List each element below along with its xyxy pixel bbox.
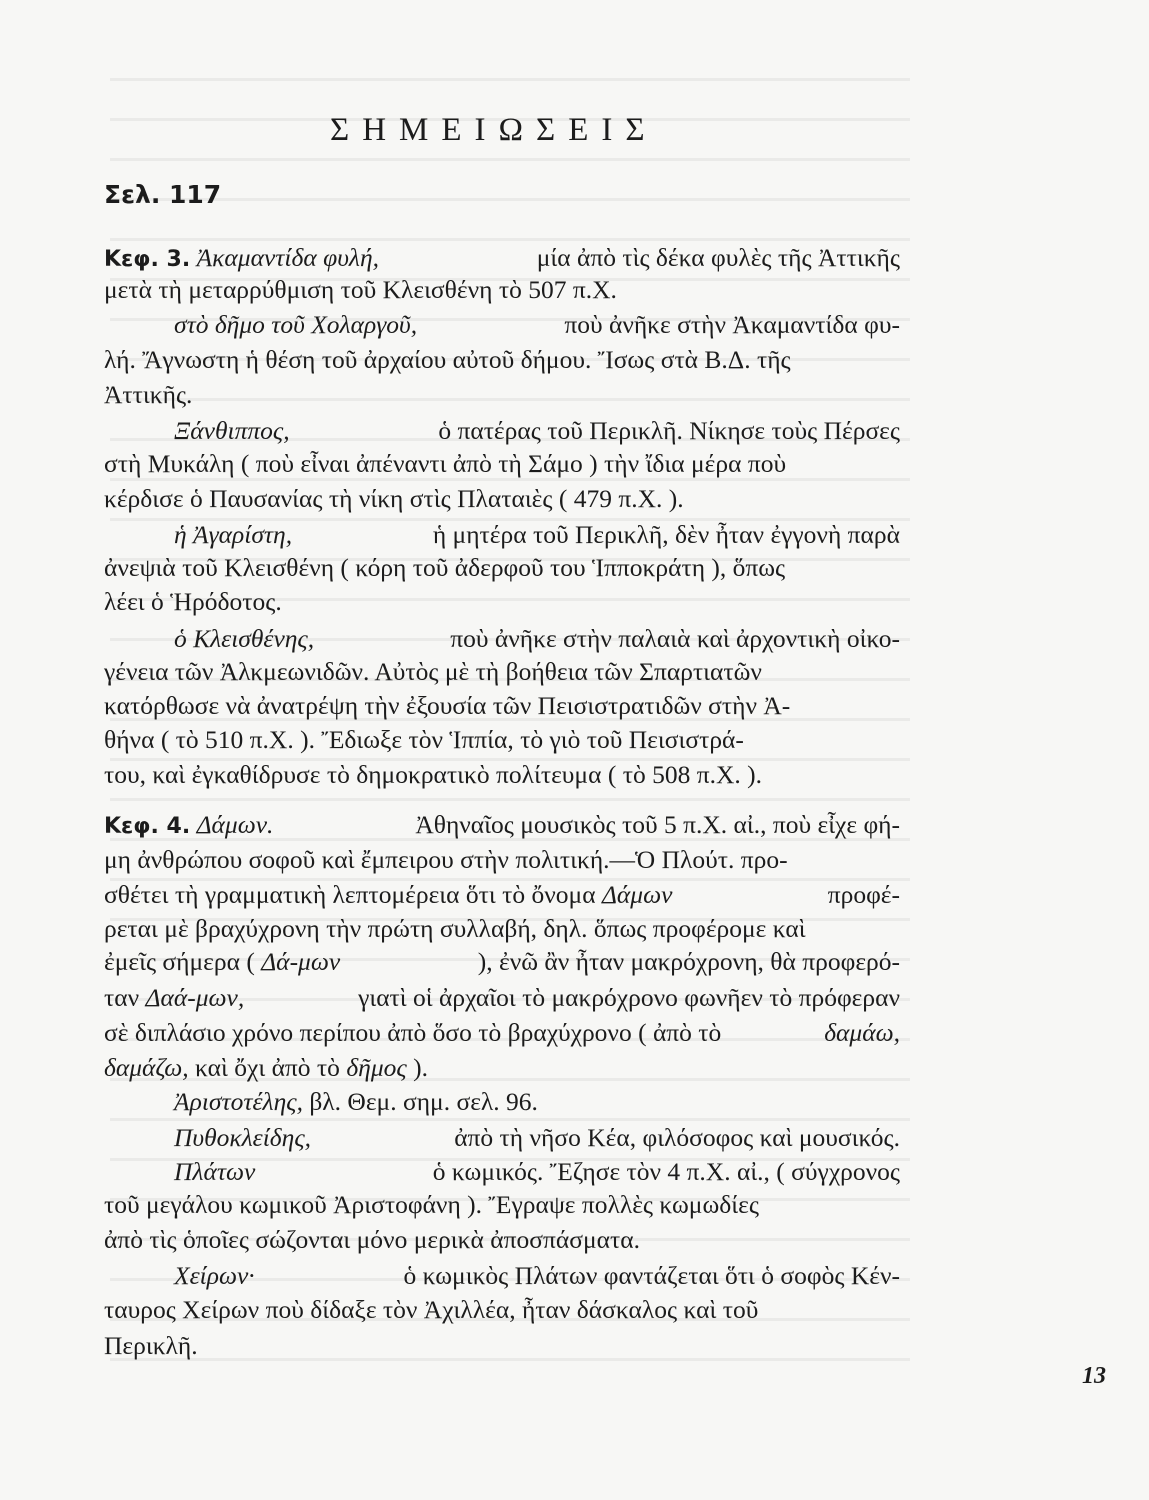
- text-line: Ἀριστοτέλης, βλ. Θεμ. σημ. σελ. 96.: [174, 1087, 538, 1116]
- text-line: κατόρθωσε νὰ ἀνατρέψη τὴν ἐξουσία τῶν Πεισιστρατιδῶν στὴν Ἀ-: [104, 691, 791, 720]
- text-line: Περικλῆ.: [104, 1331, 198, 1360]
- term: Ξάνθιππος,: [174, 416, 290, 445]
- term: Δάμων.: [196, 810, 274, 839]
- text-line: λέει ὁ Ἡρόδοτος.: [104, 587, 282, 616]
- text-line: ὁ Κλεισθένης, ποὺ ἀνῆκε στὴν παλαιὰ καὶ ἀρχοντικὴ οἰκο-: [104, 621, 900, 657]
- text-line: ἐμεῖς σήμερα ( Δά-μων ), ἐνῶ ἂν ἦταν μακρόχρονη, θὰ προφερό-: [104, 947, 900, 976]
- text-line: θήνα ( τὸ 510 π.Χ. ). Ἔδιωξε τὸν Ἱππία, τὸ γιὸ τοῦ Πεισιστρά-: [104, 725, 744, 754]
- text-line: λή. Ἄγνωστη ἡ θέση τοῦ ἀρχαίου αὐτοῦ δήμου. Ἴσως στὰ Β.Δ. τῆς: [104, 345, 791, 374]
- term: δῆμος: [346, 1053, 407, 1082]
- text-line: γένεια τῶν Ἀλκμεωνιδῶν. Αὐτὸς μὲ τὴ βοήθεια τῶν Σπαρτιατῶν: [104, 657, 762, 686]
- text-line: στὸ δῆμο τοῦ Χολαργοῦ, ποὺ ἀνῆκε στὴν Ἀκαμαντίδα φυ-: [104, 307, 900, 343]
- term: Ἀκαμαντίδα φυλή,: [196, 243, 379, 272]
- text-line: ταυρος Χείρων ποὺ δίδαξε τὸν Ἀχιλλέα, ἦταν δάσκαλος καὶ τοῦ: [104, 1295, 759, 1324]
- text-line: σὲ διπλάσιο χρόνο περίπου ἀπὸ ὅσο τὸ βραχύχρονο ( ἀπὸ τὸ δαμάω,: [104, 1015, 900, 1051]
- text-line: Κεφ. 3. Ἀκαμαντίδα φυλή, μία ἀπὸ τὶς δέκα φυλὲς τῆς Ἀττικῆς: [104, 243, 900, 272]
- text-line: κέρδισε ὁ Παυσανίας τὴ νίκη στὶς Πλαταιὲς ( 479 π.Χ. ).: [104, 484, 684, 513]
- term: δαμάω,: [824, 1018, 900, 1047]
- text-line: Ἀττικῆς.: [104, 380, 193, 409]
- text-line: Πυθοκλείδης, ἀπὸ τὴ νῆσο Κέα, φιλόσοφος καὶ μουσικός.: [104, 1120, 900, 1156]
- text-line: ἀπὸ τὶς ὁποῖες σώζονται μόνο μερικὰ ἀποσπάσματα.: [104, 1225, 640, 1254]
- chapter-label: Κεφ. 4.: [104, 814, 191, 839]
- page-number: 13: [1082, 1363, 1106, 1389]
- term: Πυθοκλείδης,: [174, 1123, 312, 1152]
- text-line: μη ἀνθρώπου σοφοῦ καὶ ἔμπειρου στὴν πολιτική.—Ὁ Πλούτ. προ-: [104, 845, 788, 874]
- term: ὁ Κλεισθένης,: [174, 624, 315, 653]
- term: Δαά-μων,: [145, 983, 245, 1012]
- text-line: ταν Δαά-μων, γιατὶ οἱ ἀρχαῖοι τὸ μακρόχρονο φωνῆεν τὸ πρόφεραν: [104, 983, 900, 1012]
- term: Δά-μων: [261, 947, 341, 976]
- text-line: Κεφ. 4. Δάμων. Ἀθηναῖος μουσικὸς τοῦ 5 π.Χ. αἰ., ποὺ εἶχε φή-: [104, 810, 900, 839]
- text-line: ρεται μὲ βραχύχρονη τὴν πρώτη συλλαβή, δηλ. ὅπως προφέρομε καὶ: [104, 914, 806, 943]
- text-line: μετὰ τὴ μεταρρύθμιση τοῦ Κλεισθένη τὸ 507 π.Χ.: [104, 275, 617, 304]
- term: Δάμων: [601, 880, 673, 909]
- text-line: δαμάζω, καὶ ὄχι ἀπὸ τὸ δῆμος ).: [104, 1053, 428, 1082]
- text-line: του, καὶ ἐγκαθίδρυσε τὸ δημοκρατικὸ πολίτευμα ( τὸ 508 π.Χ. ).: [104, 760, 762, 789]
- text-line: τοῦ μεγάλου κωμικοῦ Ἀριστοφάνη ). Ἔγραψε πολλὲς κωμωδίες: [104, 1190, 759, 1219]
- term: Ἀριστοτέλης,: [174, 1087, 303, 1116]
- text-line: ἡ Ἀγαρίστη, ἡ μητέρα τοῦ Περικλῆ, δὲν ἦταν ἐγγονὴ παρὰ: [104, 517, 900, 553]
- section-heading: Σελ. 117: [104, 180, 222, 209]
- text-line: Πλάτων ὁ κωμικός. Ἔζησε τὸν 4 π.Χ. αἰ., ( σύγχρονος: [104, 1154, 900, 1190]
- text-line: ἀνεψιὰ τοῦ Κλεισθένη ( κόρη τοῦ ἀδερφοῦ του Ἱπποκράτη ), ὅπως: [104, 553, 786, 582]
- term: Χείρων·: [174, 1261, 255, 1290]
- text-line: στὴ Μυκάλη ( ποὺ εἶναι ἀπέναντι ἀπὸ τὴ Σάμο ) τὴν ἴδια μέρα ποὺ: [104, 449, 787, 478]
- text-line: σθέτει τὴ γραμματικὴ λεπτομέρεια ὅτι τὸ ὄνομα Δάμων προφέ-: [104, 880, 900, 909]
- text-line: Χείρων· ὁ κωμικὸς Πλάτων φαντάζεται ὅτι ὁ σοφὸς Κέν-: [104, 1258, 900, 1294]
- term: δαμάζω,: [104, 1053, 189, 1082]
- term: ἡ Ἀγαρίστη,: [174, 520, 293, 549]
- page-title: ΣΗΜΕΙΩΣΕΙΣ: [330, 112, 658, 148]
- chapter-label: Κεφ. 3.: [104, 247, 191, 272]
- term: Πλάτων: [174, 1157, 256, 1186]
- term: στὸ δῆμο τοῦ Χολαργοῦ,: [174, 310, 418, 339]
- text-line: Ξάνθιππος, ὁ πατέρας τοῦ Περικλῆ. Νίκησε τοὺς Πέρσες: [104, 413, 900, 449]
